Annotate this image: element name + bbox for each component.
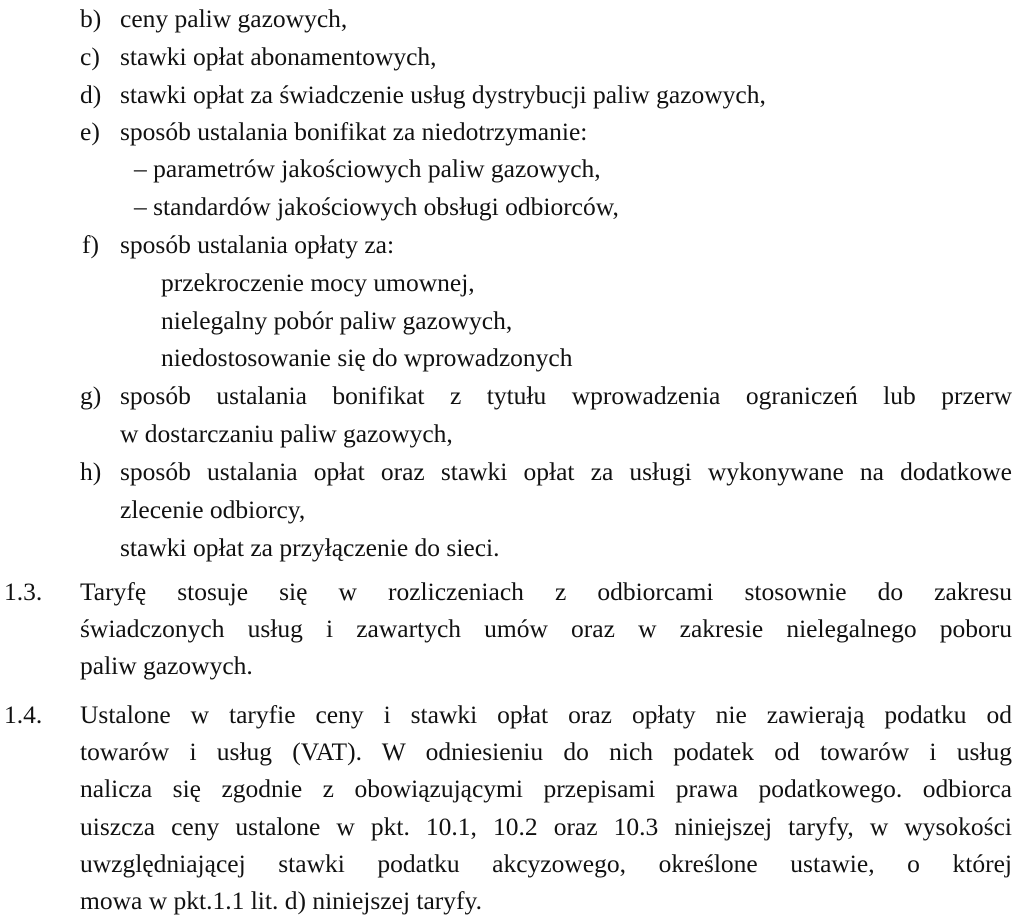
section-number: 1.4.: [4, 700, 43, 729]
sub-item-text: – standardów jakościowych obsługi odbiorców,: [134, 192, 619, 221]
list-item-text: stawki opłat za świadczenie usług dystrybucji paliw gazowych,: [120, 80, 766, 109]
section-text: paliw gazowych.: [80, 651, 253, 680]
list-item-label: h): [80, 457, 102, 486]
list-item-label: c): [80, 42, 100, 71]
section-text: Taryfę stosuje się w rozliczeniach z odbiorcami stosownie do zakresu: [80, 577, 1012, 606]
list-item-text: stawki opłat za przyłączenie do sieci.: [120, 533, 500, 562]
sub-item-text: nielegalny pobór paliw gazowych,: [161, 306, 513, 335]
list-item-label: f): [82, 230, 99, 259]
section-text: uwzględniającej stawki podatku akcyzowego, określone ustawie, o której: [80, 849, 1012, 878]
sub-item-text: przekroczenie mocy umownej,: [161, 268, 475, 297]
section-text: uiszcza ceny ustalone w pkt. 10.1, 10.2 oraz 10.3 niniejszej taryfy, w wysokości: [80, 812, 1012, 841]
sub-item-text: – parametrów jakościowych paliw gazowych,: [134, 154, 601, 183]
list-item-text: sposób ustalania opłat oraz stawki opłat za usługi wykonywane na dodatkowe: [120, 457, 1012, 486]
list-item-text: zlecenie odbiorcy,: [120, 495, 306, 524]
sub-item-text: niedostosowanie się do wprowadzonych: [161, 343, 573, 372]
section-text: mowa w pkt.1.1 lit. d) niniejszej taryfy.: [80, 886, 483, 915]
section-text: towarów i usług (VAT). W odniesieniu do nich podatek od towarów i usług: [80, 737, 1012, 766]
list-item-text: w dostarczaniu paliw gazowych,: [120, 419, 453, 448]
section-text: Ustalone w taryfie ceny i stawki opłat oraz opłaty nie zawierają podatku od: [80, 700, 1012, 729]
section-text: nalicza się zgodnie z obowiązującymi przepisami prawa podatkowego. odbiorca: [80, 774, 1012, 803]
list-item-text: sposób ustalania bonifikat z tytułu wprowadzenia ograniczeń lub przerw: [120, 381, 1012, 410]
list-item-text: sposób ustalania bonifikat za niedotrzymanie:: [120, 117, 588, 146]
list-item-label: b): [80, 4, 102, 33]
list-item-text: stawki opłat abonamentowych,: [120, 42, 437, 71]
section-text: świadczonych usług i zawartych umów oraz w zakresie nielegalnego poboru: [80, 614, 1012, 643]
list-item-label: g): [80, 381, 102, 410]
section-number: 1.3.: [4, 577, 43, 606]
list-item-label: d): [80, 80, 102, 109]
list-item-label: e): [80, 117, 100, 146]
list-item-text: sposób ustalania opłaty za:: [120, 230, 395, 259]
list-item-text: ceny paliw gazowych,: [120, 4, 348, 33]
